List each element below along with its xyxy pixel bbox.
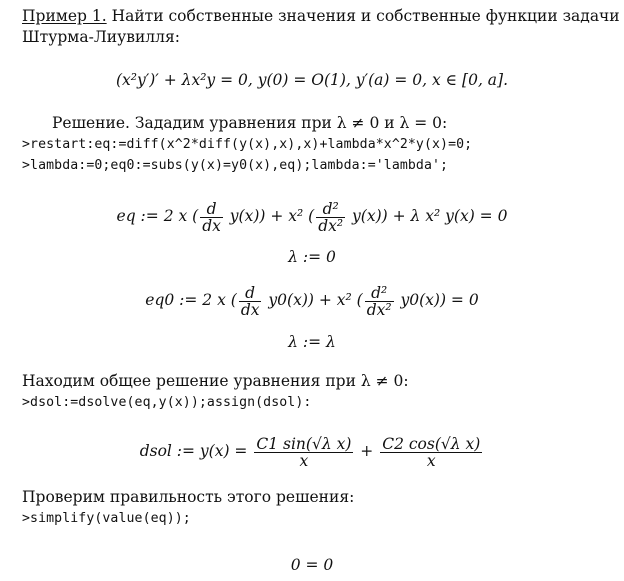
output-eq-lhs: eq := 2 x ( (116, 207, 199, 225)
output-dsol-plus: + (355, 442, 379, 460)
output-eq-frac2 (316, 201, 345, 234)
example-title: Пример 1. (22, 7, 107, 25)
output-dsol-frac1 (254, 436, 353, 469)
output-eq0 (0, 283, 624, 323)
output-eq-frac2-num: d² (316, 201, 345, 218)
problem-equation: (x²y′)′ + λx²y = 0, y(0) = O(1), y′(a) = 0, x ∈ [0, a]. (115, 71, 509, 89)
output-eq0-lhs: eq0 := 2 x ( (145, 291, 237, 309)
output-lambda-restore: λ := λ (288, 333, 336, 351)
example-text-a: Найти собственные значения и собственные функции задачи (106, 7, 620, 25)
code-line-3: >dsol:=dsolve(eq,y(x));assign(dsol): (22, 395, 312, 410)
output-eq-mid: y(x)) + x² ( (224, 207, 315, 225)
code-line-4: >simplify(value(eq)); (22, 511, 191, 526)
output-eq-tail: y(x)) + λ x² y(x) = 0 (347, 207, 508, 225)
output-dsol-frac1-num: C1 sin(√λ x) (256, 434, 352, 453)
code-line-1: >restart:eq:=diff(x^2*diff(y(x),x),x)+lambda*x^2*y(x)=0; (22, 137, 473, 152)
output-eq-frac1 (200, 201, 223, 234)
output-eq0-frac2 (365, 285, 394, 318)
output-check: 0 = 0 (290, 556, 334, 574)
output-lambda-zero: λ := 0 (288, 248, 336, 266)
general-solution-text: Находим общее решение уравнения при λ ≠ 0: (22, 372, 409, 390)
output-eq0-frac1 (239, 285, 262, 318)
output-eq-frac2-den: dx² (318, 216, 344, 235)
output-eq0-frac1-den: dx (240, 300, 260, 319)
solution-intro: Решение. Зададим уравнения при λ ≠ 0 и λ = 0: (52, 114, 448, 132)
paragraph-example-line1 (22, 7, 620, 25)
output-eq-frac1-den: dx (202, 216, 221, 235)
output-dsol-frac1-den: x (299, 451, 309, 470)
output-dsol-lhs: dsol := y(x) = (139, 442, 253, 460)
output-eq0-frac2-num: d² (365, 285, 394, 302)
output-eq0-frac2-den: dx² (366, 300, 392, 319)
output-dsol (0, 434, 624, 474)
code-line-2: >lambda:=0;eq0:=subs(y(x)=y0(x),eq);lambda:='lambda'; (22, 158, 449, 173)
example-text-b: Штурма-Лиувилля: (22, 28, 180, 46)
paragraph-example-line2 (22, 28, 180, 46)
output-dsol-frac2-num: C2 cos(√λ x) (382, 434, 481, 453)
output-eq0-mid: y0(x)) + x² ( (263, 291, 363, 309)
check-text: Проверим правильность этого решения: (22, 488, 355, 506)
output-eq0-tail: y0(x)) = 0 (395, 291, 479, 309)
output-eq0-frac1-num: d (239, 285, 262, 302)
output-eq (0, 199, 624, 239)
output-eq-frac1-num: d (200, 201, 223, 218)
output-dsol-frac2-den: x (426, 451, 436, 470)
output-dsol-frac2 (380, 436, 482, 469)
